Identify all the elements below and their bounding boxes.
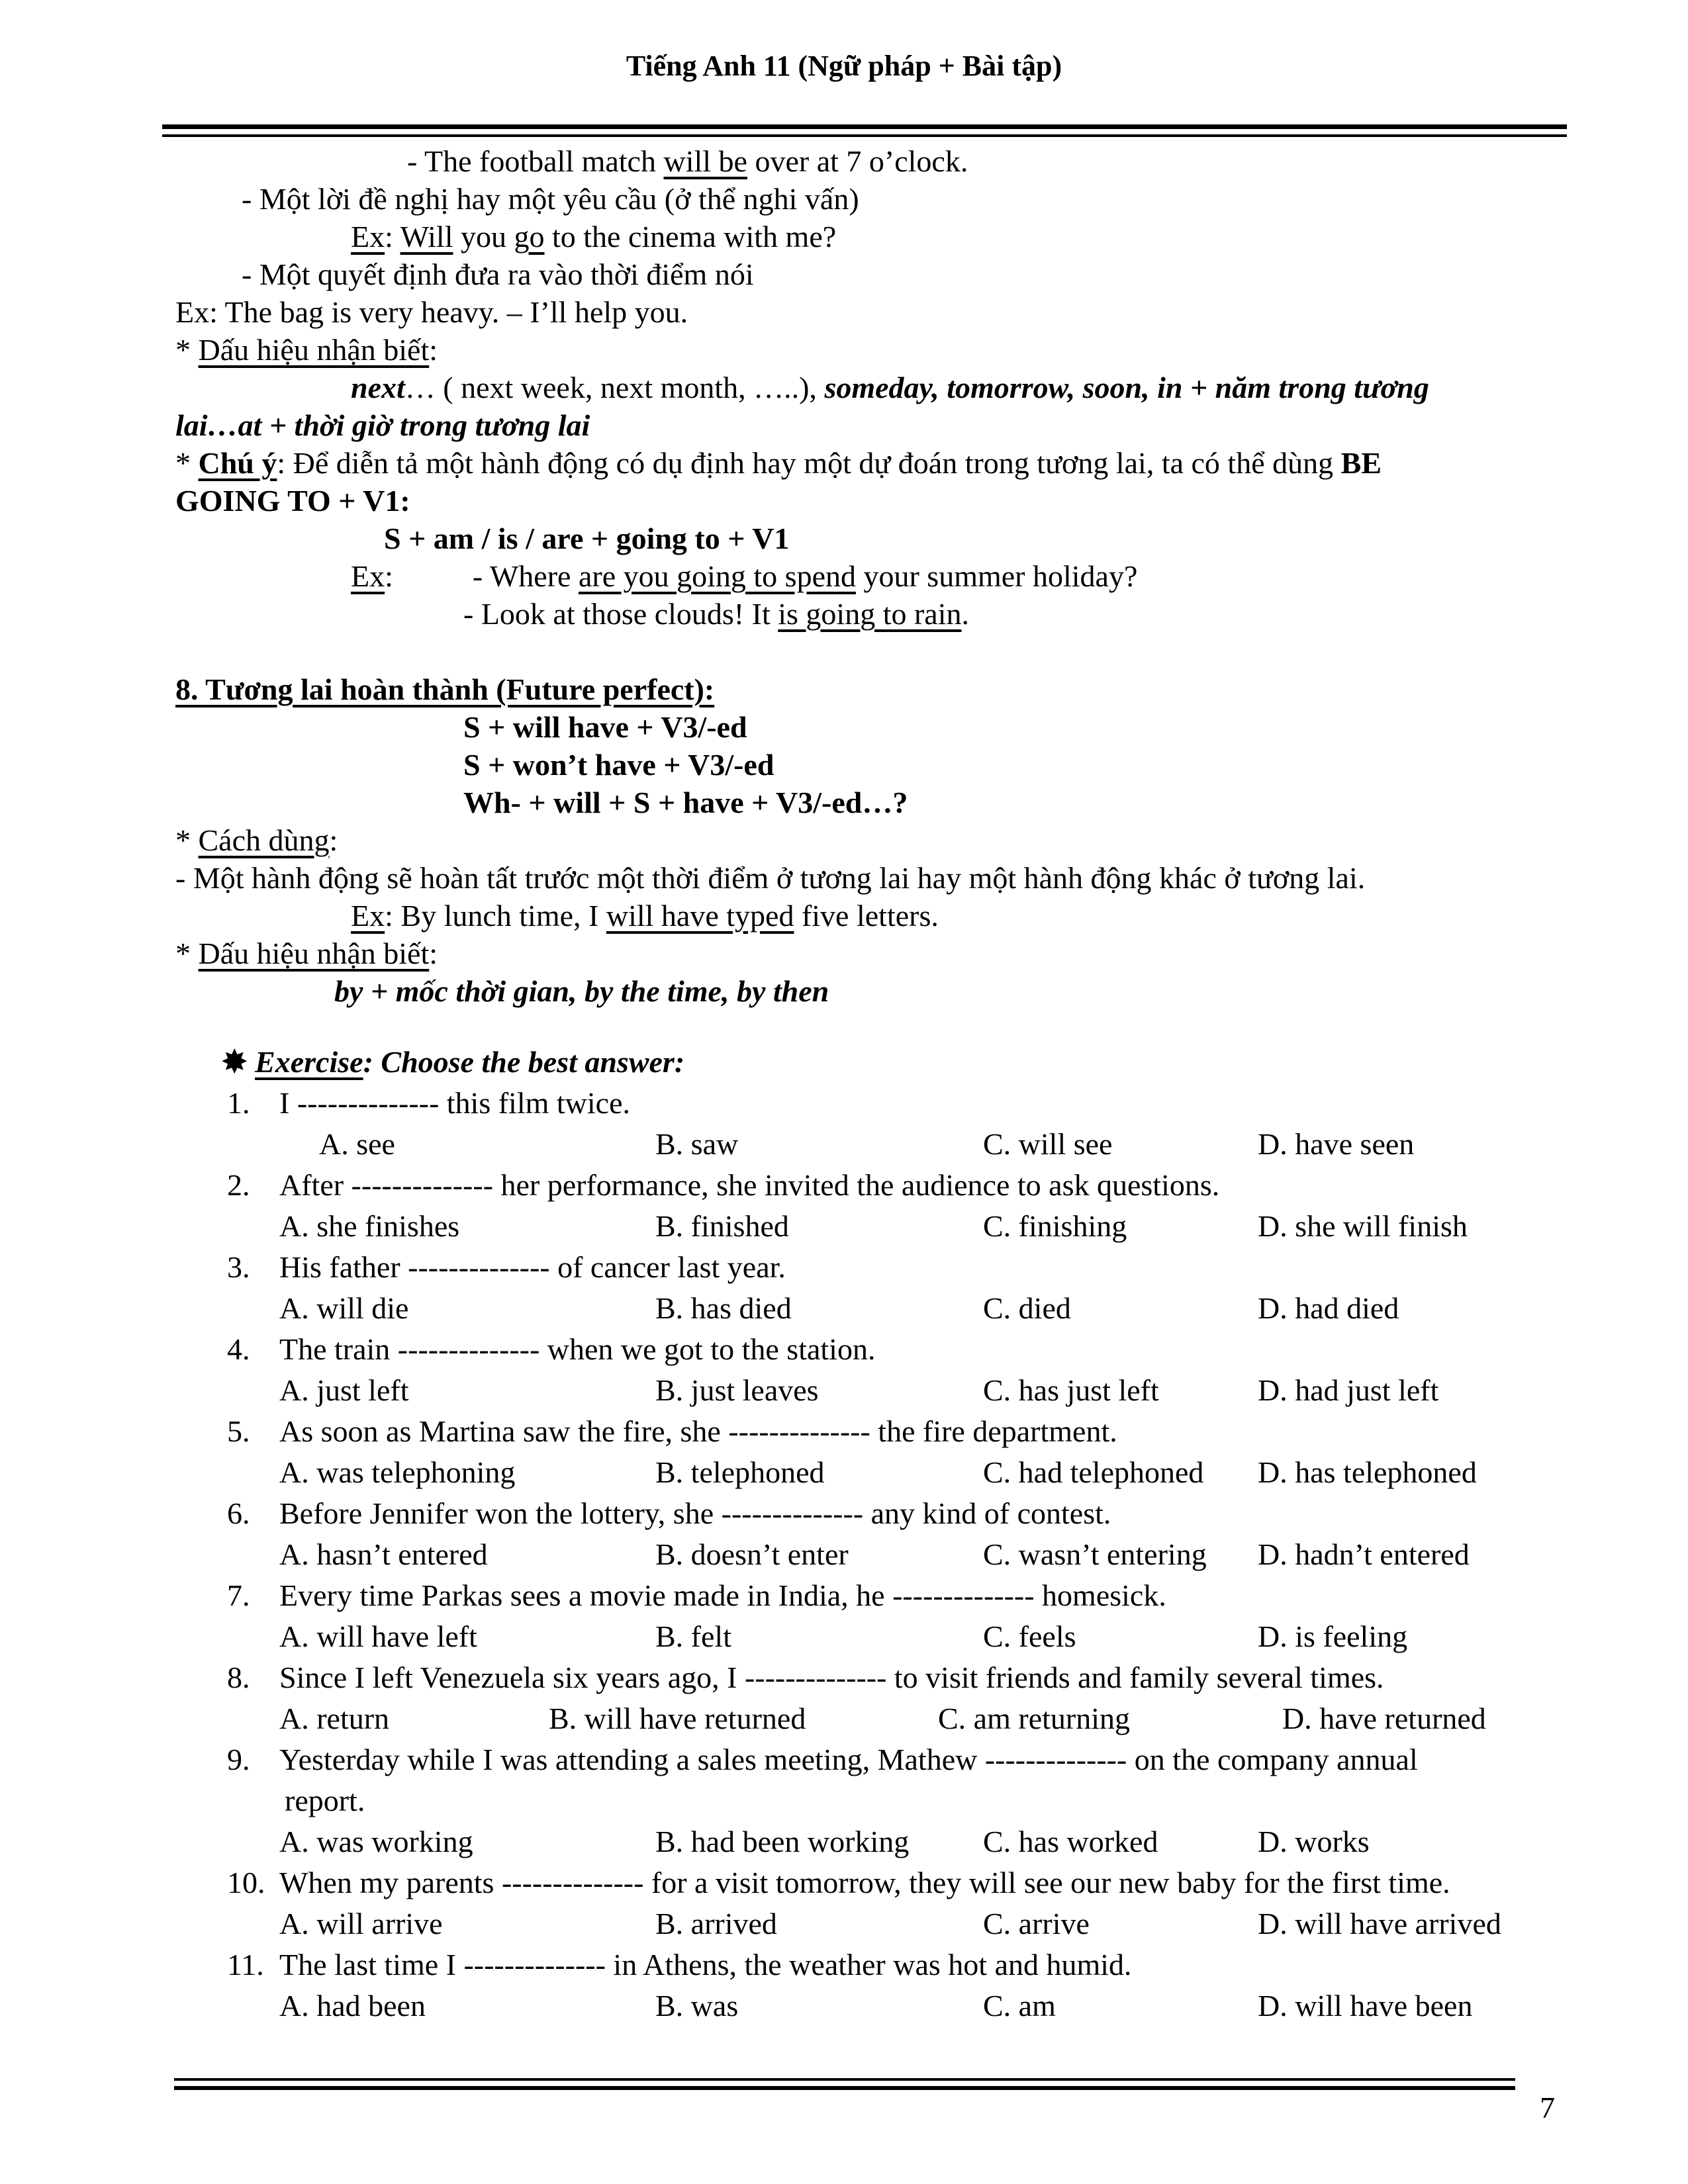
exercise-heading [222, 1042, 1539, 1083]
question-text: Since I left Venezuela six years ago, I -------------- to visit friends and family several times. [279, 1661, 1384, 1694]
option: A. will arrive [279, 1907, 443, 1940]
option: A. just left [279, 1373, 409, 1407]
option: C. arrive [983, 1907, 1090, 1940]
question-number: 11. [227, 1948, 264, 1981]
text: * [175, 936, 199, 970]
option: C. wasn’t entering [983, 1537, 1207, 1571]
option: A. she finishes [279, 1209, 460, 1243]
bold-text: BE [1340, 446, 1382, 480]
underlined-text: are you going to spend [578, 559, 856, 593]
options-row [175, 1288, 1539, 1329]
question-number: 1. [227, 1086, 250, 1120]
option: C. am returning [938, 1702, 1130, 1735]
usage-text: - Một hành động sẽ hoàn tất trước một thời điểm ở tương lai hay một hành động khác ở tương lai. [175, 861, 1366, 895]
question-number: 4. [227, 1332, 250, 1366]
future-perfect-formula-2 [463, 746, 1539, 784]
question-line [175, 1247, 1539, 1288]
section-heading: 8. Tương lai hoàn thành (Future perfect): [175, 672, 715, 706]
future-perfect-formula-1 [463, 708, 1539, 746]
bold-italic-text: by + mốc thời gian, by the time, by then [334, 974, 829, 1008]
future-perfect-example [351, 897, 1539, 934]
question-line [175, 1411, 1539, 1452]
option: D. works [1258, 1825, 1370, 1858]
question-number: 10. [227, 1866, 265, 1899]
note-line [175, 444, 1539, 482]
option: D. will have arrived [1258, 1907, 1501, 1940]
option: B. doesn’t enter [655, 1537, 849, 1571]
option: B. has died [655, 1291, 792, 1325]
signs-list-line1 [351, 369, 1539, 406]
option: D. has telephoned [1258, 1455, 1477, 1489]
option: C. am [983, 1989, 1056, 2023]
question-text: Before Jennifer won the lottery, she -------------- any kind of contest. [279, 1496, 1111, 1530]
bold-text: GOING TO + V1 [175, 484, 400, 518]
text: * [175, 823, 199, 857]
be-going-to-example-1 [351, 557, 1539, 595]
bold-text: Wh- + will + S + have + V3/-ed…? [463, 786, 908, 819]
text: : By lunch time, I [385, 899, 606, 933]
options-row [175, 1206, 1539, 1247]
option: C. feels [983, 1619, 1076, 1653]
bold-text: S + will have + V3/-ed [463, 710, 747, 744]
bold-italic-text: lai…at + thời giờ trong tương lai [175, 408, 590, 442]
signs-list-line2 [175, 406, 1539, 444]
options-row [175, 1534, 1539, 1575]
question-line [175, 1165, 1539, 1206]
option: A. will have left [279, 1619, 477, 1653]
option: A. was telephoning [279, 1455, 516, 1489]
options-row [175, 1903, 1539, 1944]
underlined-text: go [514, 220, 545, 253]
options-row [175, 1616, 1539, 1657]
question-number: 6. [227, 1496, 250, 1530]
question-line [175, 1329, 1539, 1370]
question-text: The last time I -------------- in Athens, the weather was hot and humid. [279, 1948, 1132, 1981]
ex-label: Ex [351, 220, 385, 253]
question-number: 5. [227, 1414, 250, 1448]
ex-label: Ex [351, 899, 385, 933]
note-going-to [175, 482, 1539, 520]
option: B. just leaves [655, 1373, 819, 1407]
question-text: I -------------- this film twice. [279, 1086, 631, 1120]
question-number: 9. [227, 1743, 250, 1776]
options-row [175, 1370, 1539, 1411]
options-row [175, 1124, 1539, 1165]
question-text: Yesterday while I was attending a sales meeting, Mathew -------------- on the company annual [279, 1743, 1418, 1776]
option: B. had been working [655, 1825, 910, 1858]
options-row [175, 1985, 1539, 2026]
option: C. will see [983, 1127, 1113, 1161]
option: A. hasn’t entered [279, 1537, 488, 1571]
options-row [175, 1698, 1539, 1739]
text: over at 7 o’clock. [747, 144, 968, 178]
underlined-text: is going to rain [778, 597, 962, 631]
text: * [175, 446, 199, 480]
text: you [453, 220, 514, 253]
question-text-continued: report. [285, 1784, 365, 1817]
option: A. return [279, 1702, 390, 1735]
option: C. finishing [983, 1209, 1127, 1243]
question-line [175, 1944, 1539, 1985]
option: B. arrived [655, 1907, 777, 1940]
bold-text: S + am / is / are + going to + V1 [384, 522, 790, 555]
spacer [175, 633, 1539, 670]
option: D. hadn’t entered [1258, 1537, 1470, 1571]
future-simple-example-cinema [351, 218, 1539, 255]
text: : [385, 220, 400, 253]
option: D. is feeling [1258, 1619, 1408, 1653]
option: A. had been [279, 1989, 426, 2023]
text: five letters. [794, 899, 939, 933]
question-text: His father -------------- of cancer last year. [279, 1250, 786, 1284]
future-simple-usage-request: - Một lời đề nghị hay một yêu cầu (ở thể nghi vấn) [242, 182, 859, 216]
note-label: Chú ý [198, 446, 277, 480]
bold-italic-text: someday, tomorrow, soon, in + năm trong tương [824, 371, 1429, 404]
options-row [175, 1452, 1539, 1493]
option: B. will have returned [549, 1702, 806, 1735]
text: - Where [472, 559, 579, 593]
question-line [175, 1493, 1539, 1534]
question-number: 7. [227, 1578, 250, 1612]
question-number: 8. [227, 1661, 250, 1694]
underlined-text: Will [400, 220, 453, 253]
option: A. was working [279, 1825, 473, 1858]
bold-italic-text: next [351, 371, 405, 404]
text: : [429, 936, 438, 970]
options-row [175, 1821, 1539, 1862]
option: D. have returned [1282, 1702, 1486, 1735]
underlined-text: Cách dùng [198, 823, 330, 857]
option: B. finished [655, 1209, 789, 1243]
text: : [385, 559, 393, 593]
question-number: 3. [227, 1250, 250, 1284]
question-line [175, 1575, 1539, 1616]
usage-heading [175, 821, 1539, 859]
underlined-text: Dấu hiệu nhận biết [198, 333, 430, 367]
signs-heading [175, 331, 1539, 369]
option: D. had just left [1258, 1373, 1439, 1407]
option: B. saw [655, 1127, 739, 1161]
option: D. had died [1258, 1291, 1399, 1325]
option: C. died [983, 1291, 1071, 1325]
future-simple-usage-decision: - Một quyết định đưa ra vào thời điểm nói [242, 257, 754, 291]
text: - The football match [407, 144, 664, 178]
option: A. see [319, 1127, 395, 1161]
page-number: 7 [1540, 2091, 1555, 2124]
question-line [175, 1083, 1539, 1124]
underlined-text: will be [663, 144, 747, 178]
be-going-to-example-2 [463, 595, 1539, 633]
text: . [961, 597, 969, 631]
text: - Look at those clouds! It [463, 597, 778, 631]
future-simple-example-football [407, 142, 1539, 180]
option: B. telephoned [655, 1455, 825, 1489]
be-going-to-formula [384, 520, 1539, 557]
text: to the cinema with me? [544, 220, 837, 253]
signs2-text [334, 972, 1539, 1010]
star-icon: ✸ [222, 1045, 256, 1079]
question-text: Every time Parkas sees a movie made in India, he -------------- homesick. [279, 1578, 1166, 1612]
future-simple-example-bag: Ex: The bag is very heavy. – I’ll help you. [175, 295, 688, 329]
question-text: The train -------------- when we got to the station. [279, 1332, 876, 1366]
underlined-text: will have typed [606, 899, 794, 933]
option: D. have seen [1258, 1127, 1415, 1161]
option: C. has just left [983, 1373, 1159, 1407]
exercise-label: Exercise [255, 1045, 363, 1079]
exercise-questions [175, 1083, 1539, 2026]
text: your summer holiday? [855, 559, 1138, 593]
question-text: When my parents -------------- for a visit tomorrow, they will see our new baby for the first time. [279, 1866, 1450, 1899]
future-perfect-formula-3 [463, 784, 1539, 821]
question-line [175, 1739, 1539, 1780]
bold-text: S + won’t have + V3/-ed [463, 748, 774, 782]
question-line [175, 1657, 1539, 1698]
text: * [175, 333, 199, 367]
signs2-heading [175, 934, 1539, 972]
text: : [329, 823, 338, 857]
text: : [429, 333, 438, 367]
question-number: 2. [227, 1168, 250, 1202]
document-body [175, 142, 1539, 2026]
page-title: Tiếng Anh 11 (Ngữ pháp + Bài tập) [626, 50, 1062, 82]
text: : [400, 484, 410, 518]
question-text: As soon as Martina saw the fire, she -------------- the fire department. [279, 1414, 1117, 1448]
future-perfect-heading [175, 670, 1539, 708]
text: : Để diễn tả một hành động có dụ định hay một dự đoán trong tương lai, ta có thể dùng [277, 446, 1341, 480]
underlined-text: Dấu hiệu nhận biết [198, 936, 430, 970]
spacer [175, 1010, 1539, 1042]
option: A. will die [279, 1291, 409, 1325]
header-divider [162, 124, 1567, 137]
option: C. had telephoned [983, 1455, 1204, 1489]
option: B. felt [655, 1619, 731, 1653]
text: … ( next week, next month, …..), [404, 371, 825, 404]
option: C. has worked [983, 1825, 1158, 1858]
footer-divider [174, 2078, 1515, 2090]
question-text: After -------------- her performance, she invited the audience to ask questions. [279, 1168, 1220, 1202]
question-line [175, 1862, 1539, 1903]
ex-label: Ex [351, 559, 385, 593]
text: : Choose the best answer: [363, 1045, 685, 1079]
option: D. she will finish [1258, 1209, 1468, 1243]
option: B. was [655, 1989, 739, 2023]
option: D. will have been [1258, 1989, 1473, 2023]
